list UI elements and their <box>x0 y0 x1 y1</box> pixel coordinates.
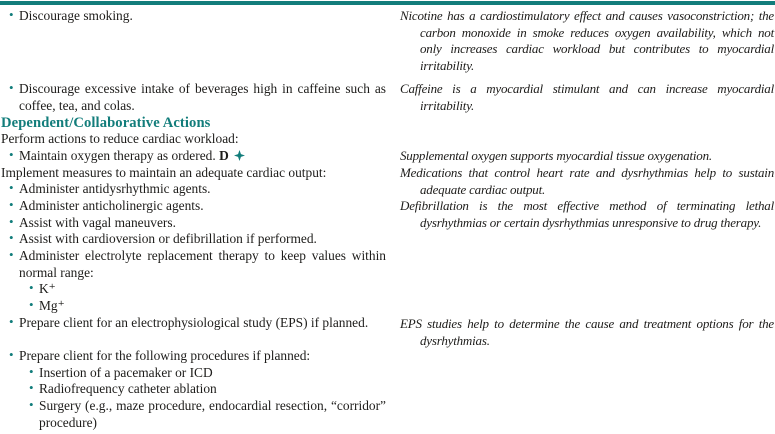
intervention-item <box>9 215 386 232</box>
bullet-icon <box>29 297 34 314</box>
bullet-icon <box>9 230 14 247</box>
rationale-item <box>400 165 774 198</box>
rationale-item <box>400 8 774 74</box>
intervention-text: Maintain oxygen therapy as ordered. <box>19 148 216 163</box>
rationale-text: Nicotine has a cardiostimulatory effect and causes vasoconstriction; the carbon monoxide in smoke reduces oxygen availability, which not only increases cardiac workload but contributes to myocardial irritability. <box>400 8 774 73</box>
intervention-text: Administer anticholinergic agents. <box>19 198 204 213</box>
section-heading: Dependent/Collaborative Actions <box>1 115 211 131</box>
bullet-icon <box>29 397 34 414</box>
intervention-item <box>9 148 386 165</box>
intervention-subitem <box>29 381 386 398</box>
intervention-item <box>9 315 386 332</box>
intervention-text: Assist with vagal maneuvers. <box>19 215 176 230</box>
intervention-item <box>9 81 386 114</box>
delegation-marker: D <box>219 148 229 163</box>
intervention-text: K⁺ <box>39 281 56 296</box>
bullet-icon <box>9 214 14 231</box>
rationale-text: EPS studies help to determine the cause and treatment options for the dysrhythmias. <box>400 316 774 348</box>
intervention-text: Mg⁺ <box>39 298 65 313</box>
intervention-text: Discourage excessive intake of beverages high in caffeine such as coffee, tea, and colas. <box>19 81 386 113</box>
intervention-item <box>9 231 386 248</box>
bullet-icon <box>29 380 34 397</box>
intervention-text: Radiofrequency catheter ablation <box>39 381 217 396</box>
four-pointed-star-icon <box>234 150 245 161</box>
bullet-icon <box>9 7 14 24</box>
bullet-icon <box>9 197 14 214</box>
intervention-text: Discourage smoking. <box>19 8 133 23</box>
intervention-lead-in: Perform actions to reduce cardiac workload: <box>1 131 239 146</box>
intervention-subitem <box>29 281 386 298</box>
bullet-icon <box>9 247 14 264</box>
intervention-item <box>9 181 386 198</box>
intervention-text: Prepare client for an electrophysiological study (EPS) if planned. <box>19 315 369 330</box>
intervention-subitem <box>29 398 386 431</box>
intervention-text: Assist with cardioversion or defibrillation if performed. <box>19 231 317 246</box>
intervention-item <box>9 8 386 25</box>
rationale-item <box>400 316 774 349</box>
intervention-subitem <box>29 365 386 382</box>
bullet-icon <box>9 314 14 331</box>
rationale-text: Supplemental oxygen supports myocardial tissue oxygenation. <box>400 148 712 163</box>
intervention-text: Insertion of a pacemaker or ICD <box>39 365 213 380</box>
rationale-text: Defibrillation is the most effective method of terminating lethal dysrhythmias or certain dysrhythmias unresponsive to drug therapy. <box>400 198 774 230</box>
bullet-icon <box>9 180 14 197</box>
rationale-item <box>400 148 774 165</box>
intervention-text: Administer electrolyte replacement therapy to keep values within normal range: <box>19 248 386 280</box>
intervention-text: Prepare client for the following procedures if planned: <box>19 348 311 363</box>
intervention-lead-in: Implement measures to maintain an adequate cardiac output: <box>1 165 327 180</box>
intervention-item <box>9 248 386 281</box>
rationale-item <box>400 198 774 231</box>
bullet-icon <box>29 364 34 381</box>
bullet-icon <box>9 80 14 97</box>
bullet-icon <box>29 280 34 297</box>
intervention-item <box>9 198 386 215</box>
intervention-text: Administer antidysrhythmic agents. <box>19 181 211 196</box>
intervention-item <box>9 348 386 365</box>
bullet-icon <box>9 347 14 364</box>
rationale-text: Medications that control heart rate and dysrhythmias help to sustain adequate cardiac output. <box>400 165 774 197</box>
bullet-icon <box>9 147 14 164</box>
rationale-text: Caffeine is a myocardial stimulant and can increase myocardial irritability. <box>400 81 774 113</box>
intervention-subitem <box>29 298 386 315</box>
intervention-text: Surgery (e.g., maze procedure, endocardial resection, “corridor” procedure) <box>39 398 386 430</box>
rationale-item <box>400 81 774 114</box>
top-rule-divider <box>0 1 775 5</box>
